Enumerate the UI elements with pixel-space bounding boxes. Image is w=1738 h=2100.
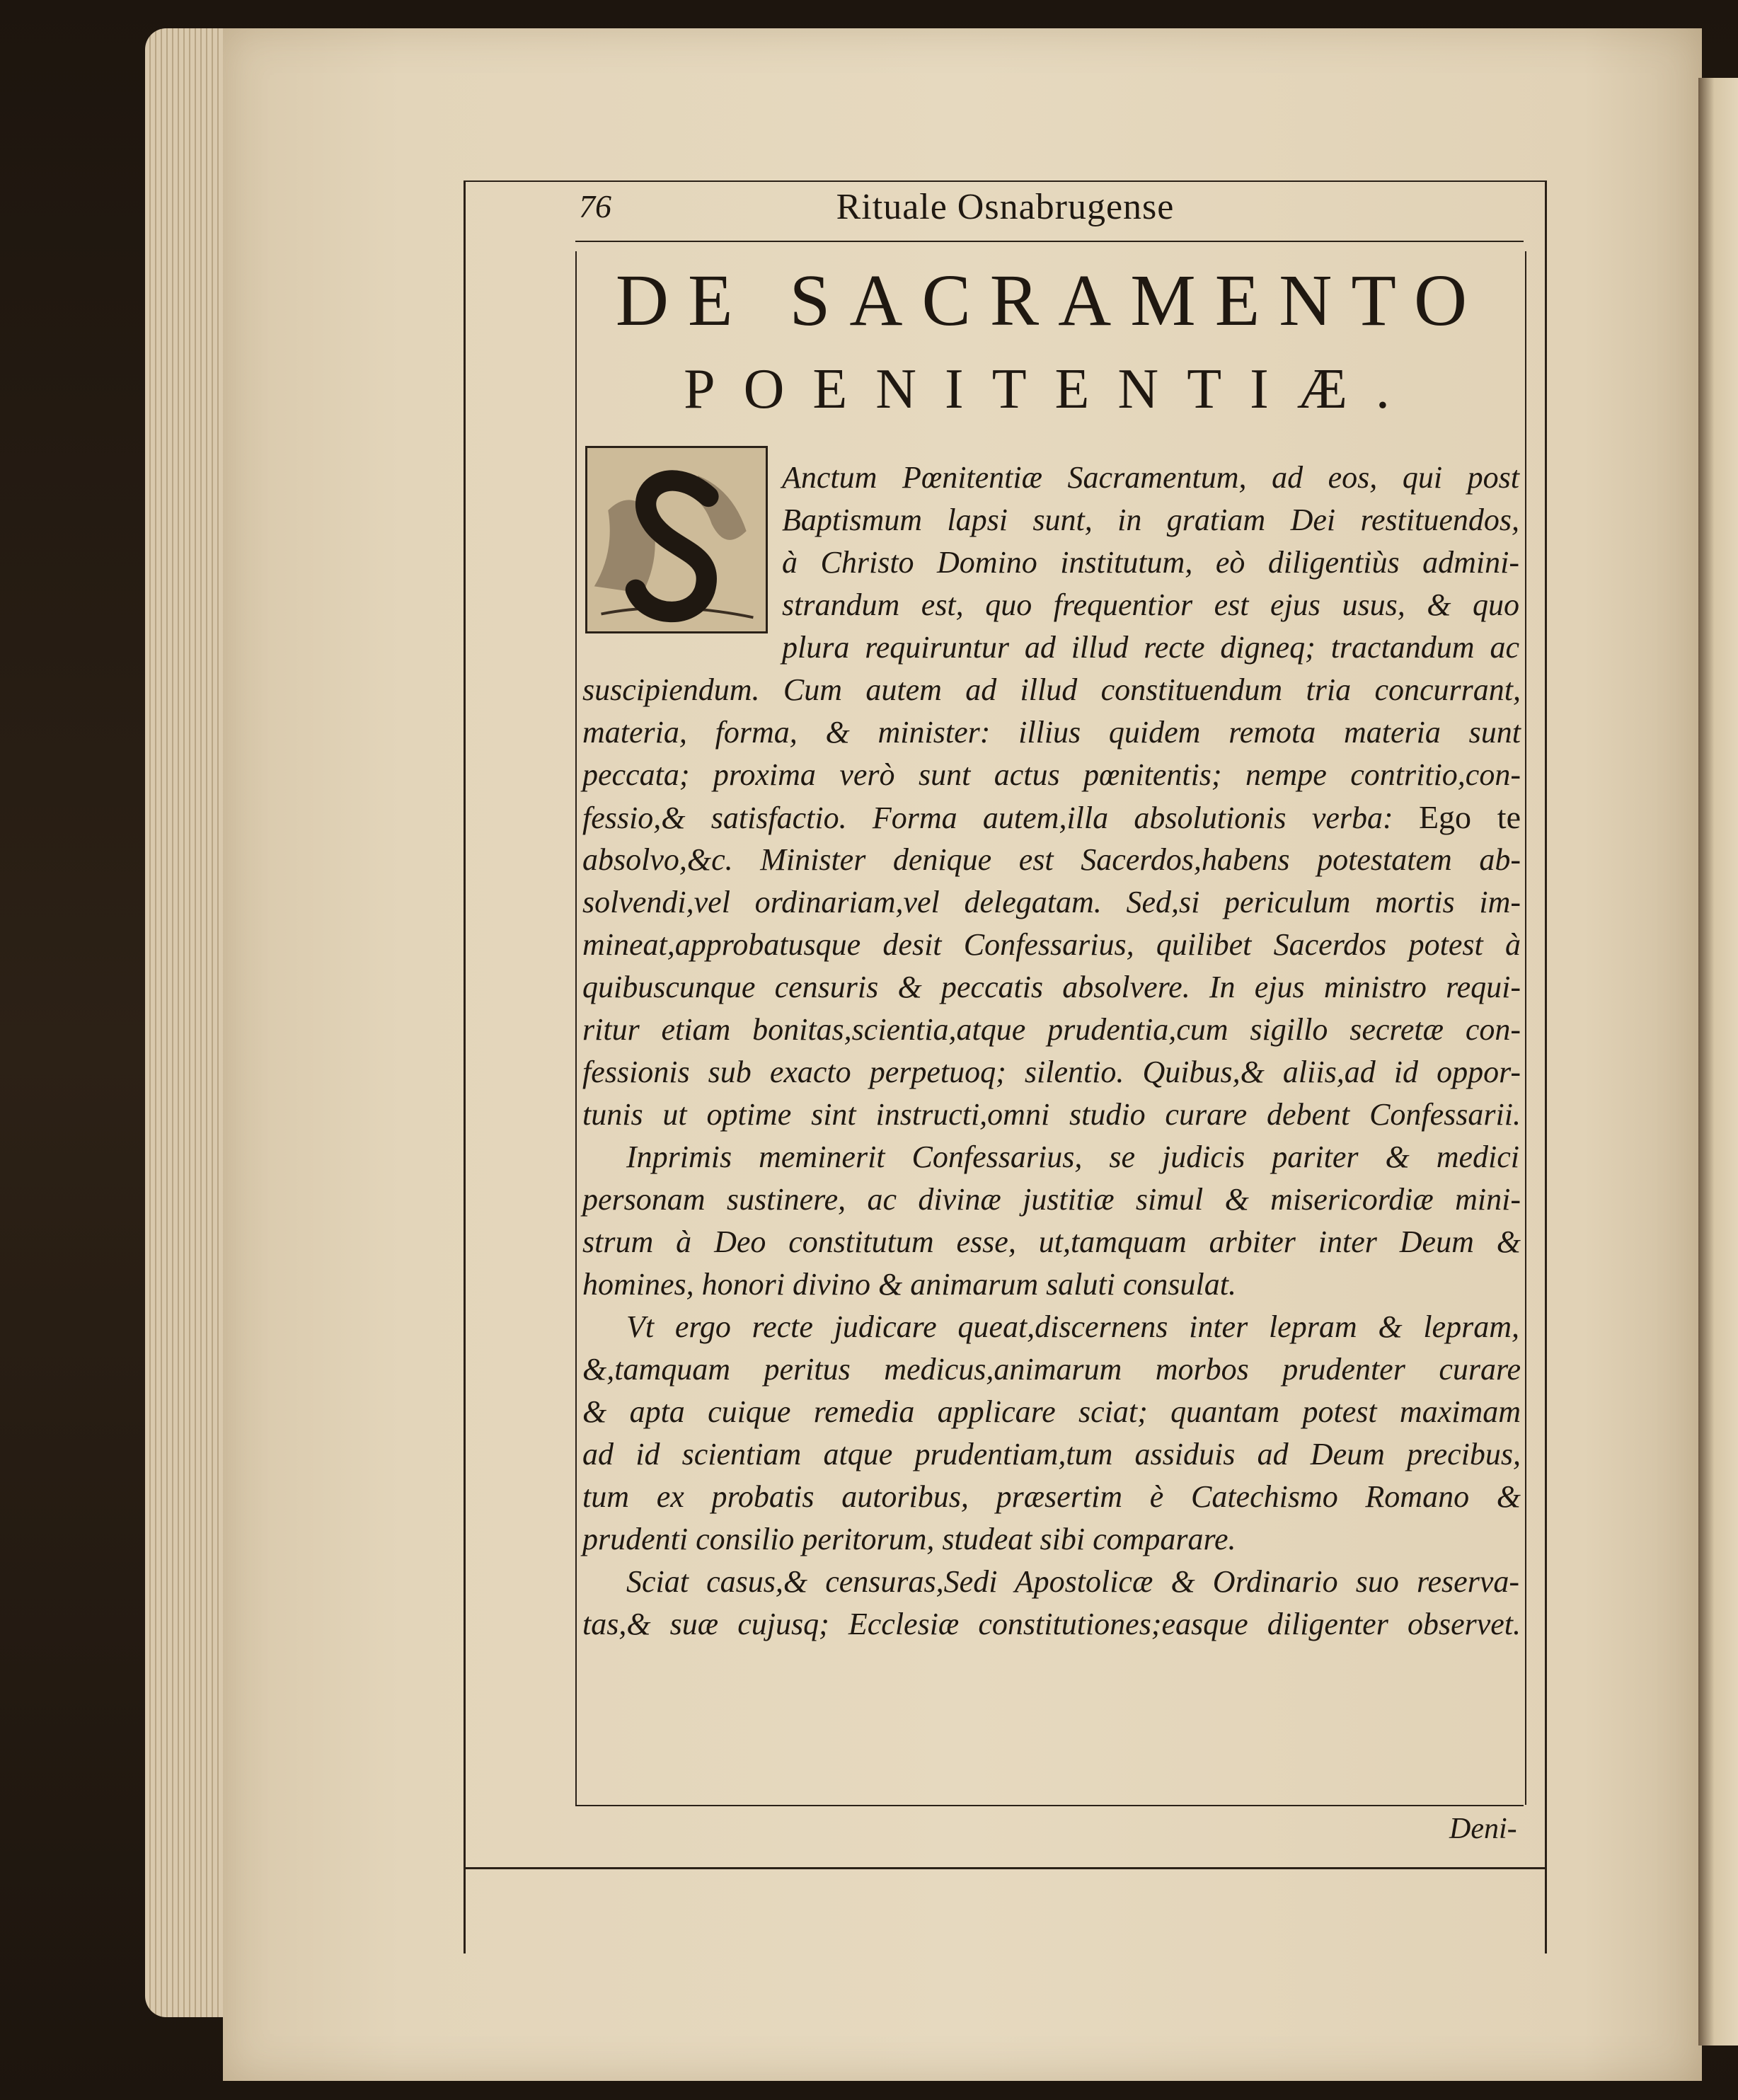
text-line-part: fessio,& satisfactio. Forma autem,illa absolutionis verba: bbox=[582, 801, 1393, 835]
text-line: fessionis sub exacto perpetuoq; silentio. Quibus,& aliis,ad id oppor- bbox=[582, 1055, 1521, 1089]
text-line: materia, forma, & minister: illius quidem remota materia sunt bbox=[582, 715, 1521, 750]
text-line: tas,& suæ cujusq; Ecclesiæ constitutiones;easque diligenter observet. bbox=[582, 1607, 1521, 1641]
facing-page-edge bbox=[1698, 78, 1738, 2046]
text-line: ad id scientiam atque prudentiam,tum assiduis ad Deum precibus, bbox=[582, 1437, 1521, 1471]
text-line: &,tamquam peritus medicus,animarum morbos prudenter curare bbox=[582, 1352, 1521, 1387]
text-line: Inprimis meminerit Confessarius, se judicis pariter & medici bbox=[626, 1140, 1519, 1174]
bottom-rule bbox=[575, 1805, 1524, 1806]
text-line: & apta cuique remedia applicare sciat; quantam potest maximam bbox=[582, 1394, 1521, 1429]
chapter-title-line-1: DE SACRAMENTO bbox=[615, 260, 1487, 341]
text-line: ritur etiam bonitas,scientia,atque prudentia,cum sigillo secretæ con- bbox=[582, 1012, 1521, 1047]
text-line: peccata; proxima verò sunt actus pœnitentis; nempe contritio,con- bbox=[582, 757, 1521, 792]
text-line bbox=[582, 796, 1521, 839]
head-rule bbox=[575, 241, 1524, 242]
text-line: strum à Deo constitutum esse, ut,tamquam arbiter inter Deum & bbox=[582, 1224, 1521, 1259]
text-line: strandum est, quo frequentior est ejus usus, & quo bbox=[782, 587, 1519, 622]
text-line: mineat,approbatusque desit Confessarius, quilibet Sacerdos potest à bbox=[582, 927, 1521, 962]
text-line: Vt ergo recte judicare queat,discernens inter lepram & lepram, bbox=[626, 1309, 1519, 1344]
text-block bbox=[575, 251, 1526, 1805]
ornamental-initial-icon bbox=[585, 446, 768, 633]
text-line: prudenti consilio peritorum, studeat sibi comparare. bbox=[582, 1522, 1236, 1556]
text-line: quibuscunque censuris & peccatis absolvere. In ejus ministro requi- bbox=[582, 970, 1521, 1004]
printed-frame bbox=[464, 180, 1547, 1953]
text-line: homines, honori divino & animarum saluti consulat. bbox=[582, 1267, 1236, 1302]
text-line: suscipiendum. Cum autem ad illud constituendum tria concurrant, bbox=[582, 672, 1521, 707]
text-line: Sciat casus,& censuras,Sedi Apostolicæ & Ordinario suo reserva- bbox=[626, 1564, 1519, 1599]
page-number: 76 bbox=[579, 188, 611, 224]
text-line: solvendi,vel ordinariam,vel delegatam. Sed,si periculum mortis im- bbox=[582, 885, 1521, 919]
running-head: Rituale Osnabrugense bbox=[836, 187, 1175, 227]
catchword: Deni- bbox=[1449, 1813, 1517, 1845]
woodcut-initial-icon bbox=[587, 448, 766, 631]
text-line: tunis ut optime sint instructi,omni studio curare debent Confessarii. bbox=[582, 1097, 1521, 1132]
base-rule bbox=[466, 1867, 1545, 1869]
top-rule bbox=[466, 180, 1545, 182]
text-line: à Christo Domino institutum, eò diligentiùs admini- bbox=[782, 545, 1519, 580]
text-line: absolvo,&c. Minister denique est Sacerdos,habens potestatem ab- bbox=[582, 842, 1521, 877]
text-line: tum ex probatis autoribus, præsertim è Catechismo Romano & bbox=[582, 1479, 1521, 1514]
text-line: Anctum Pœnitentiæ Sacramentum, ad eos, qui post bbox=[782, 460, 1519, 495]
text-line: personam sustinere, ac divinæ justitiæ simul & misericordiæ mini- bbox=[582, 1182, 1521, 1217]
text-line: Baptismum lapsi sunt, in gratiam Dei restituendos, bbox=[782, 503, 1519, 537]
roman-phrase: Ego te bbox=[1418, 799, 1521, 835]
chapter-title-line-2: POENITENTIÆ. bbox=[684, 358, 1418, 420]
text-line: plura requiruntur ad illud recte digneq; tractandum ac bbox=[782, 630, 1519, 665]
